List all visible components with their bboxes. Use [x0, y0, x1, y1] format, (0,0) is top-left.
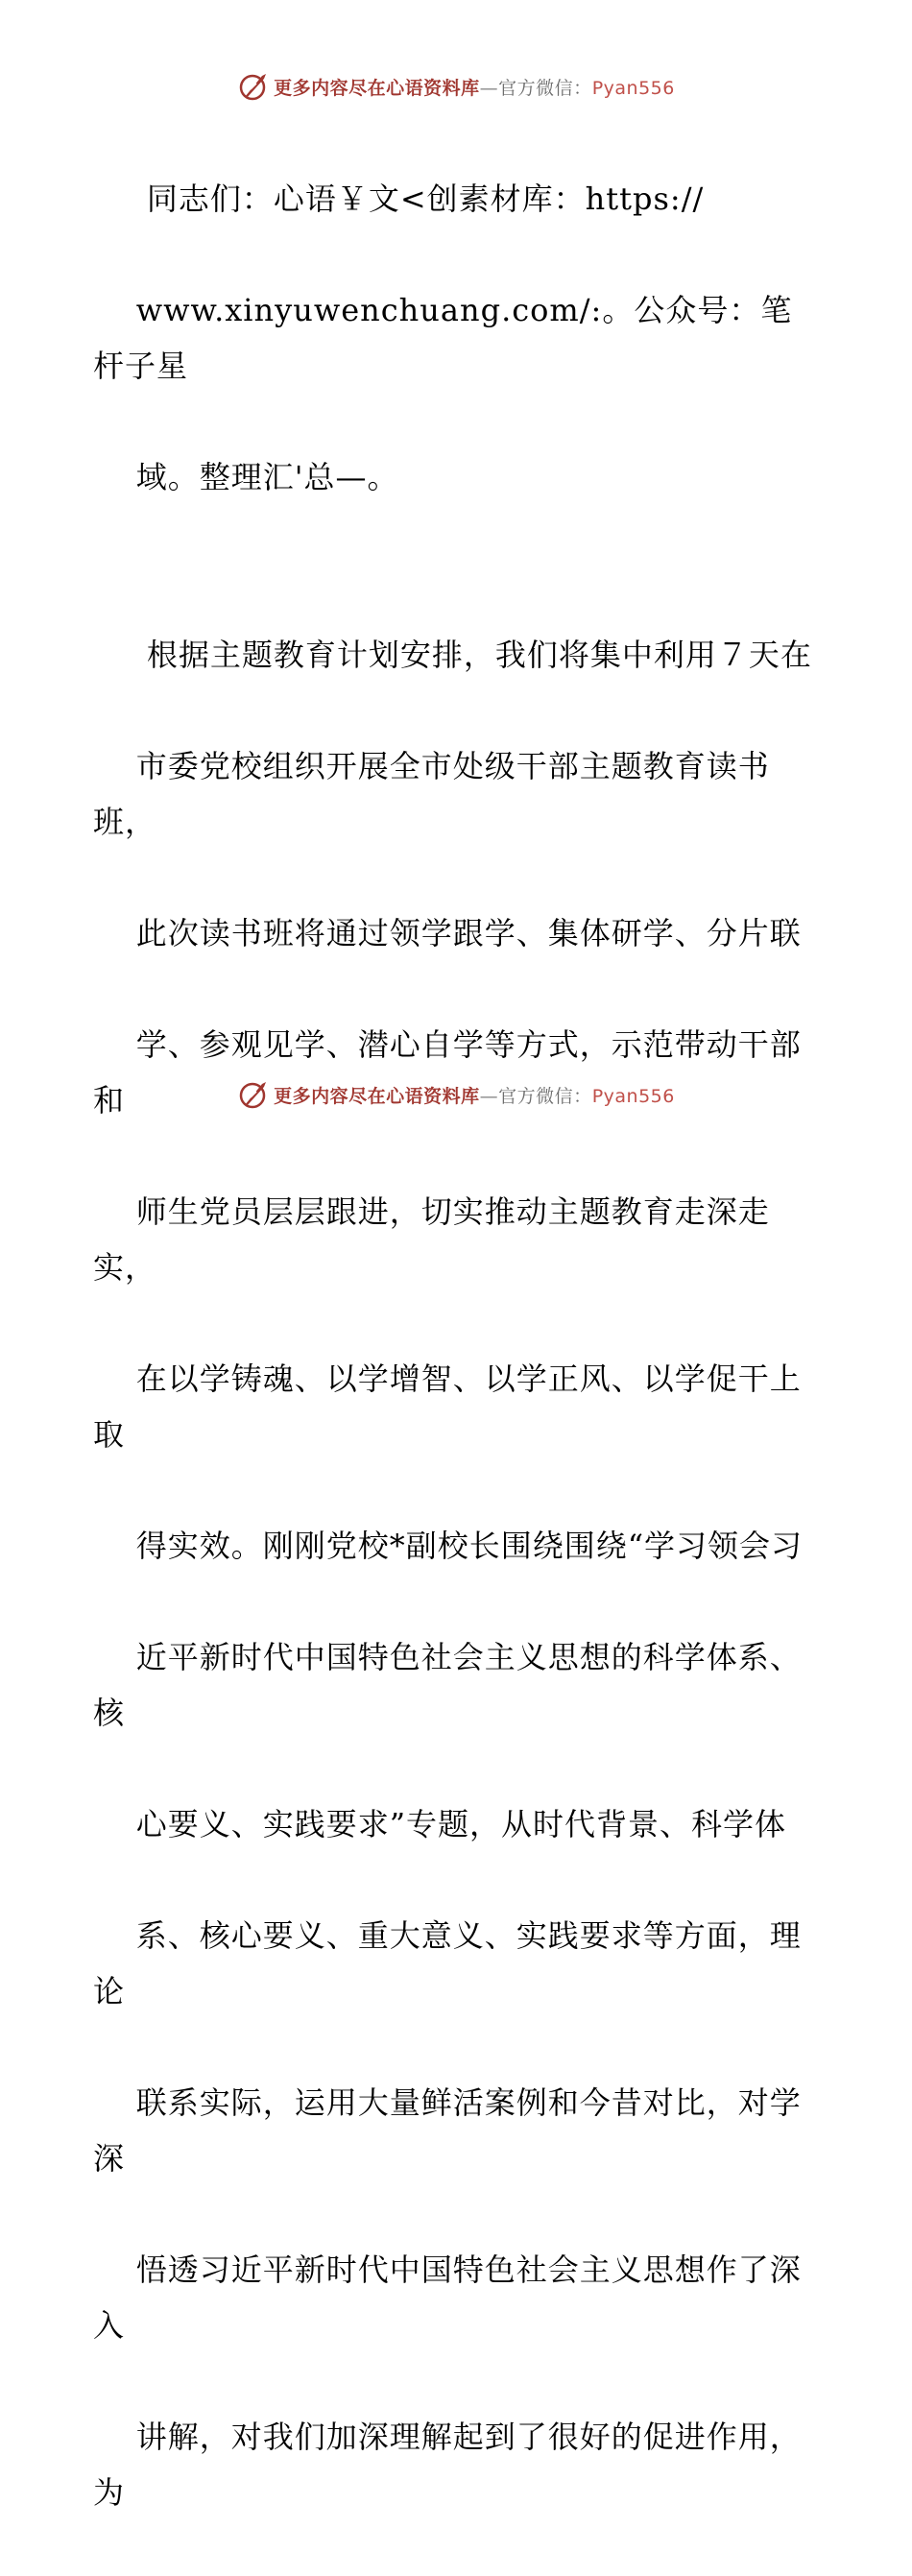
header-banner [0, 67, 912, 106]
paragraph-line: 近平新时代中国特色社会主义思想的科学体系、核 [93, 1639, 802, 1731]
banner-wechat-id: Pyan556 [591, 77, 675, 99]
main-paragraph [93, 571, 823, 2576]
banner-slogan: 更多内容尽在心语资料库 [274, 1085, 480, 1107]
banner-dash: — [479, 1085, 499, 1107]
banner-text [274, 1082, 675, 1108]
paragraph-line: 市委党校组织开展全市处级干部主题教育读书班， [93, 748, 770, 840]
paragraph-line: 此次读书班将通过领学跟学、集体研学、分片联 [135, 915, 802, 951]
banner-wechat-label: 官方微信： [498, 1085, 592, 1107]
paragraph-line: 悟透习近平新时代中国特色社会主义思想作了深入 [93, 2251, 802, 2344]
banner-wechat-id: Pyan556 [591, 1085, 675, 1107]
banner-wechat-label: 官方微信： [498, 77, 592, 99]
banner-text [274, 74, 675, 100]
document-body [93, 115, 823, 2576]
quill-pen-logo-icon [237, 70, 270, 103]
paragraph-line: 域。整理汇'总—。 [135, 459, 399, 495]
paragraph-line: 根据主题教育计划安排，我们将集中利用７天在 [135, 637, 812, 673]
paragraph-line: www.xinyuwenchuang.com/:。公众号：笔杆子星 [93, 292, 793, 384]
paragraph-line: 得实效。刚刚党校*副校长围绕围绕“学习领会习 [135, 1528, 804, 1564]
paragraph-line: 心要义、实践要求”专题，从时代背景、科学体 [135, 1806, 787, 1842]
paragraph-line: 学、参观见学、潜心自学等方式，示范带动干部和 [93, 1026, 802, 1119]
quill-pen-logo-icon [237, 1078, 270, 1111]
paragraph-line: 同志们：心语￥文<创素材库：https:// [135, 181, 705, 217]
banner-dash: — [479, 77, 499, 99]
greeting-paragraph [93, 115, 823, 561]
paragraph-line: 在以学铸魂、以学增智、以学正风、以学促干上取 [93, 1360, 802, 1453]
paragraph-line: 师生党员层层跟进，切实推动主题教育走深走实， [93, 1193, 770, 1286]
footer-banner [0, 1075, 912, 1114]
paragraph-line: 联系实际，运用大量鲜活案例和今昔对比，对学深 [93, 2084, 802, 2177]
paragraph-line: 讲解，对我们加深理解起到了很好的促进作用，为 [93, 2419, 802, 2511]
banner-slogan: 更多内容尽在心语资料库 [274, 77, 480, 99]
paragraph-line: 系、核心要义、重大意义、实践要求等方面，理论 [93, 1917, 802, 2010]
